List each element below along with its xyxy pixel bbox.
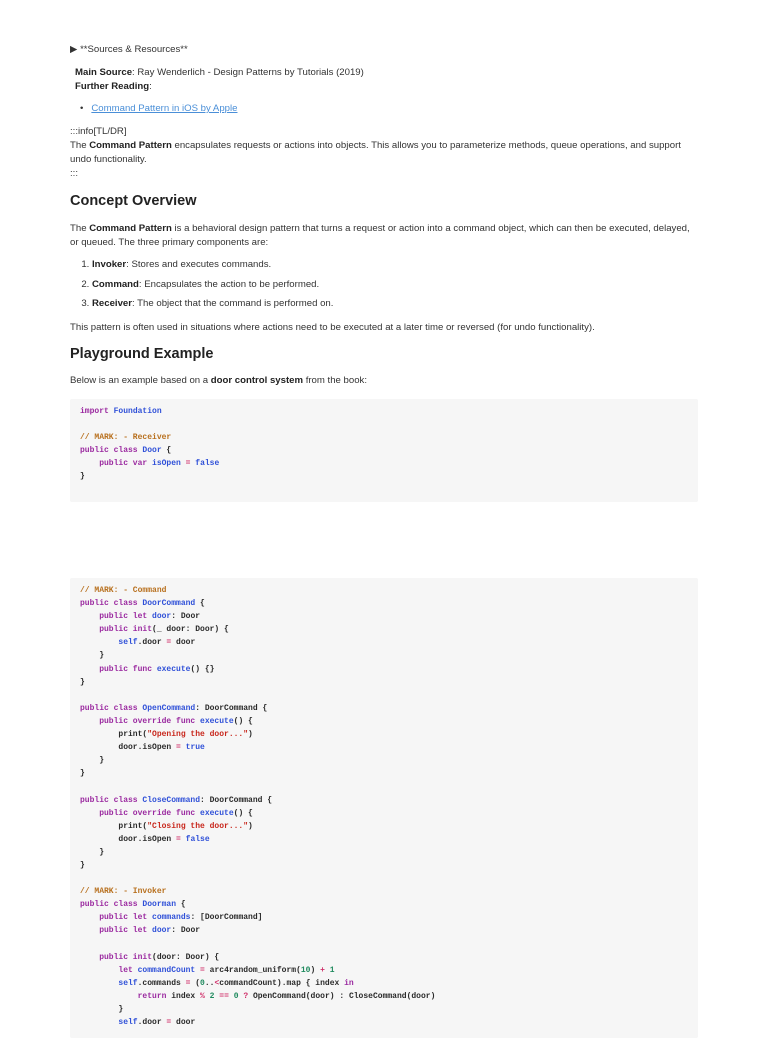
playground-example-heading: Playground Example xyxy=(70,346,214,362)
concept-paragraph xyxy=(70,222,698,250)
concept-paragraph-2: This pattern is often used in situations where actions need to be executed at a later time or reversed (for undo functionality). xyxy=(70,322,595,333)
code-token: let xyxy=(118,965,133,975)
item-term: Command xyxy=(92,278,139,290)
code-token: } xyxy=(80,651,105,661)
concept-overview-heading: Concept Overview xyxy=(70,193,197,209)
code-token: public func xyxy=(99,664,153,674)
sources-summary[interactable] xyxy=(70,43,698,57)
code-token: 10 xyxy=(300,965,311,975)
code-line xyxy=(80,780,688,793)
code-token: public init xyxy=(99,625,153,635)
item-text: : Encapsulates the action to be performed. xyxy=(138,278,320,290)
code-token: self xyxy=(118,1018,138,1028)
code-line xyxy=(80,457,688,470)
code-line xyxy=(80,846,688,859)
code-line xyxy=(80,405,688,418)
code-token: self xyxy=(118,638,138,648)
code-token: OpenCommand xyxy=(142,703,196,713)
code-token: index xyxy=(166,991,201,1001)
item-term: Invoker xyxy=(92,259,127,270)
code-token xyxy=(80,665,99,674)
code-token: // MARK: - Invoker xyxy=(80,887,167,897)
code-token: } xyxy=(80,860,85,870)
code-line xyxy=(80,418,688,431)
code-token: print( xyxy=(80,821,148,831)
code-token: execute xyxy=(156,664,191,674)
list-item xyxy=(92,278,698,292)
code-token: (_ door: Door) { xyxy=(152,625,229,635)
t: encapsulates requests or actions into objects. This allows you to parameterize methods, queue operations, and support undo functionality. xyxy=(70,140,681,165)
code-token: 1 xyxy=(329,965,335,975)
code-line xyxy=(80,938,688,951)
code-line xyxy=(80,885,688,898)
code-token: () {} xyxy=(190,664,215,674)
code-token: true xyxy=(185,743,205,753)
code-token: door.isOpen xyxy=(80,834,177,844)
code-token: .. xyxy=(204,978,215,988)
playground-paragraph xyxy=(70,374,698,388)
info-open-marker: :::info[TL/DR] xyxy=(70,126,127,137)
code-token: 0 xyxy=(200,978,205,988)
code-token: "Closing the door..." xyxy=(147,821,249,831)
t-bold: Command Pattern xyxy=(89,140,172,151)
code-line xyxy=(80,767,688,780)
code-line xyxy=(80,1016,688,1029)
disclosure-triangle-icon[interactable]: ▶ xyxy=(70,44,78,55)
t: The xyxy=(70,223,90,234)
code-token: == xyxy=(219,991,229,1001)
code-line xyxy=(80,663,688,676)
list-item xyxy=(92,258,698,272)
code-token: ( xyxy=(190,978,201,988)
code-token: execute xyxy=(200,808,234,818)
code-line xyxy=(80,1003,688,1016)
further-reading-label: Further Reading xyxy=(75,81,150,92)
item-text: : The object that the command is performed on. xyxy=(132,298,334,309)
code-token: = xyxy=(185,978,191,988)
code-token: public class xyxy=(80,599,138,609)
code-token: } xyxy=(80,756,105,766)
code-token: } xyxy=(80,472,85,482)
code-line xyxy=(80,872,688,885)
code-line xyxy=(80,924,688,937)
t: Below is an example based on a xyxy=(70,375,211,386)
code-line xyxy=(80,623,688,636)
code-line xyxy=(80,833,688,846)
code-token xyxy=(80,913,99,922)
code-token: Foundation xyxy=(113,407,162,416)
code-line xyxy=(80,754,688,767)
code-line xyxy=(80,728,688,741)
code-line xyxy=(80,977,688,990)
code-token: self xyxy=(118,978,138,988)
code-token: public init xyxy=(99,952,153,962)
code-token: .door xyxy=(137,1018,167,1028)
code-token: public class xyxy=(80,446,138,456)
item-text: : Stores and executes commands. xyxy=(126,259,272,270)
code-token: arc4random_uniform( xyxy=(204,965,301,975)
code-token: isOpen xyxy=(152,459,181,469)
code-token: } xyxy=(80,847,105,857)
code-block-command-invoker xyxy=(70,578,698,1038)
code-token xyxy=(80,1018,118,1027)
code-token: { xyxy=(161,446,172,456)
code-line xyxy=(80,911,688,924)
code-line xyxy=(80,794,688,807)
sources-title: **Sources & Resources** xyxy=(80,44,188,55)
code-token xyxy=(80,809,99,818)
main-source-label: Main Source xyxy=(75,67,133,78)
code-token: execute xyxy=(200,716,234,726)
code-token: public let xyxy=(99,926,148,936)
code-line xyxy=(80,702,688,715)
code-token: = xyxy=(166,1018,172,1028)
code-line xyxy=(80,807,688,820)
t: from the book: xyxy=(303,375,368,386)
code-token: OpenCommand(door) : CloseCommand(door) xyxy=(248,991,436,1001)
code-token xyxy=(80,717,99,726)
apple-command-pattern-link[interactable]: Command Pattern in iOS by Apple xyxy=(91,103,238,114)
code-token: public override func xyxy=(99,808,196,818)
code-line xyxy=(80,470,688,483)
code-token: = xyxy=(185,459,191,469)
t-bold: Command Pattern xyxy=(89,223,172,234)
item-term: Receiver xyxy=(92,298,133,309)
code-token: public class xyxy=(80,703,138,713)
code-line xyxy=(80,649,688,662)
code-token: } xyxy=(80,677,85,687)
code-token: () { xyxy=(233,716,253,726)
code-token: (door: Door) { xyxy=(152,952,220,962)
code-line xyxy=(80,964,688,977)
code-line xyxy=(80,689,688,702)
code-token: ) xyxy=(248,730,253,740)
code-token xyxy=(80,992,138,1001)
code-line xyxy=(80,444,688,457)
code-line xyxy=(80,715,688,728)
code-token: "Opening the door..." xyxy=(147,730,249,740)
code-token: public class xyxy=(80,795,138,805)
code-token: door.isOpen xyxy=(80,743,177,753)
code-token: = xyxy=(176,834,181,844)
info-text xyxy=(70,139,698,167)
code-line xyxy=(80,990,688,1003)
code-line xyxy=(80,431,688,444)
code-token: ) xyxy=(310,965,321,975)
components-list xyxy=(70,258,698,317)
code-token xyxy=(80,966,118,975)
code-token: commandCount xyxy=(137,965,196,975)
code-token: import xyxy=(80,407,109,416)
code-token: .commands xyxy=(137,978,186,988)
code-line xyxy=(80,676,688,689)
code-token: door xyxy=(171,1018,196,1028)
code-token: : [DoorCommand] xyxy=(190,913,263,923)
code-token: : DoorCommand { xyxy=(195,703,268,713)
code-line xyxy=(80,597,688,610)
code-token xyxy=(80,638,118,647)
code-block-receiver xyxy=(70,399,698,502)
code-token: .door xyxy=(137,638,167,648)
code-token: : Door xyxy=(171,926,201,936)
code-token: { xyxy=(195,599,205,609)
code-token: door xyxy=(152,612,172,622)
code-line xyxy=(80,584,688,597)
code-token: : Door xyxy=(171,612,201,622)
code-token: % xyxy=(200,991,205,1001)
info-close-marker: ::: xyxy=(70,168,78,179)
code-token: commandCount).map { index xyxy=(219,978,345,988)
code-token: public override func xyxy=(99,716,196,726)
code-token: Door xyxy=(142,446,162,456)
code-token: false xyxy=(185,834,210,844)
code-token xyxy=(80,979,118,988)
code-token: = xyxy=(200,965,205,975)
code-line xyxy=(80,636,688,649)
code-token: () { xyxy=(233,808,253,818)
further-reading-list: • Command Pattern in iOS by Apple xyxy=(80,103,238,114)
code-token: + xyxy=(320,965,325,975)
t-bold: door control system xyxy=(210,375,304,386)
code-token: return xyxy=(137,991,167,1001)
code-token: ) xyxy=(248,821,253,831)
code-token: public let xyxy=(99,913,148,923)
code-token: < xyxy=(214,978,220,988)
code-token: print( xyxy=(80,730,148,740)
code-token: // MARK: - Receiver xyxy=(80,433,172,443)
code-token: door xyxy=(171,638,196,648)
code-token: in xyxy=(344,978,354,988)
code-line xyxy=(80,610,688,623)
code-line xyxy=(80,951,688,964)
code-token: 0 xyxy=(233,991,239,1001)
code-line xyxy=(80,898,688,911)
code-line xyxy=(80,741,688,754)
code-token: { xyxy=(176,900,186,910)
code-token: = xyxy=(166,638,172,648)
code-line xyxy=(80,820,688,833)
code-token: CloseCommand xyxy=(142,795,201,805)
code-token: door xyxy=(152,926,172,936)
code-token: public let xyxy=(99,612,148,622)
code-token xyxy=(80,926,99,935)
code-line xyxy=(80,859,688,872)
list-item xyxy=(92,297,698,311)
sources-body xyxy=(75,66,698,94)
code-token: Doorman xyxy=(142,900,177,910)
code-token: false xyxy=(195,459,220,469)
code-token: public var xyxy=(99,459,148,469)
t: The xyxy=(70,140,90,151)
code-token: } xyxy=(80,1005,124,1014)
code-token xyxy=(80,459,99,468)
code-token: DoorCommand xyxy=(142,599,196,609)
info-block xyxy=(70,125,698,181)
code-token: : DoorCommand { xyxy=(200,795,273,805)
main-source-value: : Ray Wenderlich - Design Patterns by Tutorials (2019) xyxy=(132,67,364,78)
code-token: } xyxy=(80,769,85,779)
code-token xyxy=(80,953,99,962)
code-token: commands xyxy=(152,913,191,923)
code-token xyxy=(80,612,99,621)
code-token: // MARK: - Command xyxy=(80,586,167,595)
code-token: ? xyxy=(243,991,249,1001)
code-token: public class xyxy=(80,900,138,910)
code-token: = xyxy=(176,743,181,753)
colon: : xyxy=(149,81,152,92)
code-token: 2 xyxy=(209,991,215,1001)
t: is a behavioral design pattern that turns a request or action into a command object, which can then be executed, delayed, or queued. The three primary components are: xyxy=(70,223,690,248)
code-token xyxy=(80,625,99,634)
